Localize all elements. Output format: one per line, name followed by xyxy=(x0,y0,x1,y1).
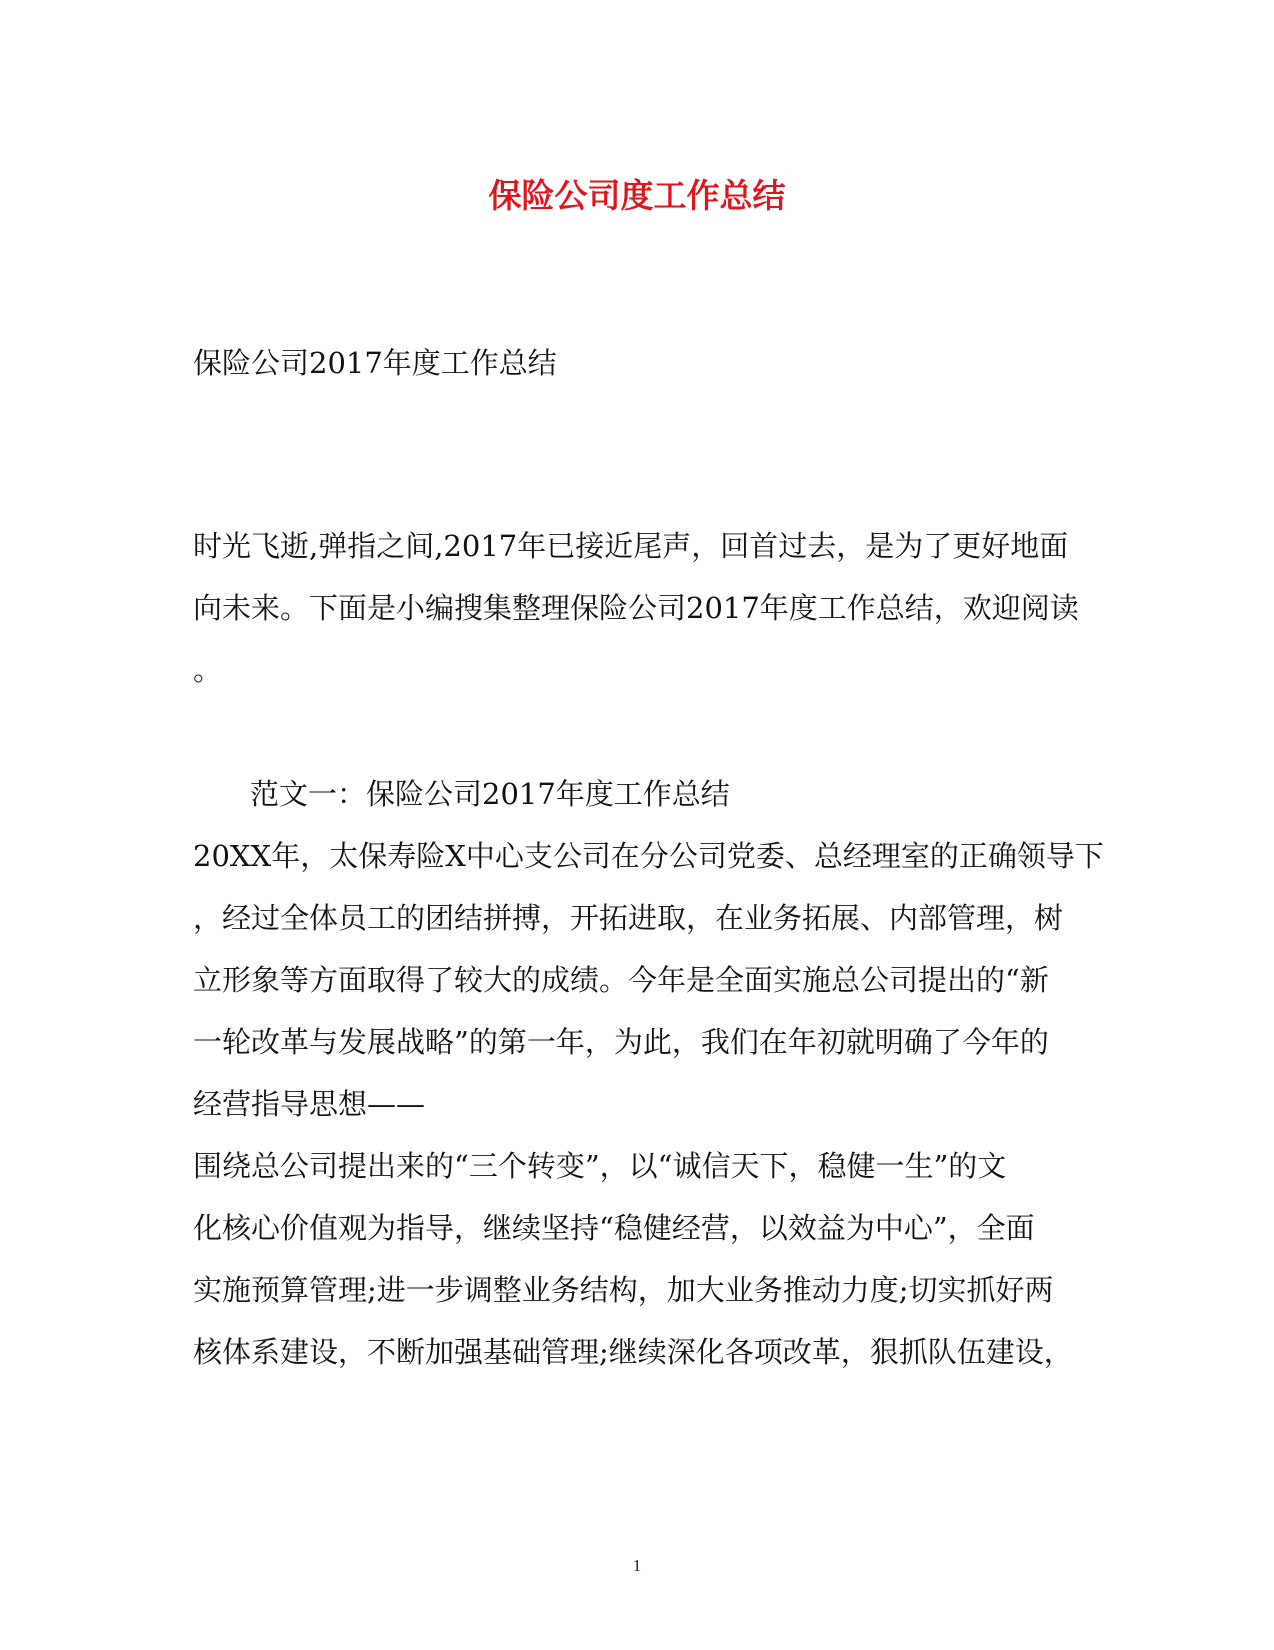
body-line: 一轮改革与发展战略”的第一年，为此，我们在年初就明确了今年的 xyxy=(193,1025,1049,1059)
document-subtitle: 保险公司2017年度工作总结 xyxy=(193,346,557,380)
body-line: ，经过全体员工的团结拼搏，开拓进取，在业务拓展、内部管理，树 xyxy=(193,901,1064,935)
section-heading: 范文一：保险公司2017年度工作总结 xyxy=(250,777,730,811)
document-title: 保险公司度工作总结 xyxy=(488,176,786,215)
page-number: 1 xyxy=(632,1556,642,1575)
intro-line: 时光飞逝,弹指之间,2017年已接近尾声，回首过去，是为了更好地面 xyxy=(193,529,1069,563)
body-line: 化核心价值观为指导，继续坚持“稳健经营，以效益为中心”，全面 xyxy=(193,1211,1035,1245)
body-line: 实施预算管理;进一步调整业务结构，加大业务推动力度;切实抓好两 xyxy=(193,1273,1054,1307)
body-line: 20XX年，太保寿险X中心支公司在分公司党委、总经理室的正确领导下 xyxy=(193,839,1104,873)
body-line: 立形象等方面取得了较大的成绩。今年是全面实施总公司提出的“新 xyxy=(193,963,1049,997)
body-line: 经营指导思想—— xyxy=(193,1087,426,1121)
intro-line: 向未来。下面是小编搜集整理保险公司2017年度工作总结，欢迎阅读 xyxy=(193,591,1079,625)
body-line: 核体系建设，不断加强基础管理;继续深化各项改革，狠抓队伍建设， xyxy=(193,1335,1073,1369)
intro-line: 。 xyxy=(193,653,223,687)
body-line: 围绕总公司提出来的“三个转变”，以“诚信天下，稳健一生”的文 xyxy=(193,1149,1007,1183)
